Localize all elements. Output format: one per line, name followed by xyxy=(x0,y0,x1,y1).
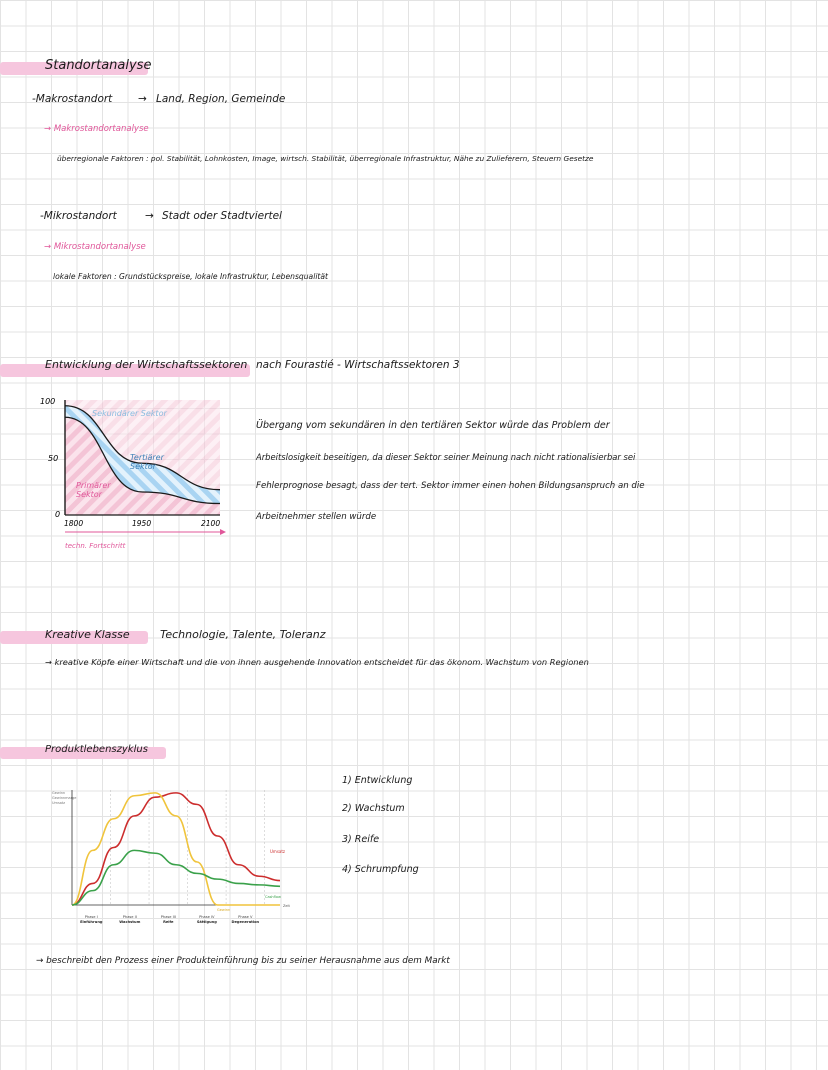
section-title-wirtschaftssektoren: Entwicklung der Wirtschaftssektoren xyxy=(45,358,248,371)
sektoren-text-line-2: Arbeitslosigkeit beseitigen, da dieser Sektor seiner Meinung nach nicht rationalisierbar sei xyxy=(256,452,636,462)
section-title-produktlebenszyklus: Produktlebenszyklus xyxy=(45,744,148,755)
sektoren-text-line-1: Übergang vom sekundären in den tertiären Sektor würde das Problem der xyxy=(256,420,610,431)
kreative-klasse-text: → kreative Köpfe einer Wirtschaft und die von ihnen ausgehende Innovation entscheidet für das ökonom. Wachstum von Regionen xyxy=(45,657,589,667)
plz-line-gewinn xyxy=(72,793,280,905)
sektoren-text-line-3: Fehlerprognose besagt, dass der tert. Sektor immer einen hohen Bildungsanspruch an die xyxy=(256,481,645,491)
plz-phase-name: Einführung xyxy=(80,920,103,924)
mikrostandortanalyse-label: → Mikrostandortanalyse xyxy=(44,242,146,252)
produktlebenszyklus-chart xyxy=(45,780,315,930)
kreative-klasse-tags: Technologie, Talente, Toleranz xyxy=(160,628,326,641)
plz-phase-num: Phase IV xyxy=(199,915,215,919)
sektoren-xlabel: techn. Fortschritt xyxy=(65,542,126,550)
plz-phase-num: Phase II xyxy=(122,915,137,919)
sektoren-text-line-4: Arbeitnehmer stellen würde xyxy=(256,512,377,522)
sektoren-ytick-50: 50 xyxy=(48,454,59,463)
plz-phase-num: Phase V xyxy=(238,915,253,919)
sektoren-ytick-0: 0 xyxy=(55,510,61,519)
makrostandort-arrow: → xyxy=(138,93,147,105)
mikrostandort-arrow: → xyxy=(145,210,154,222)
plz-ylabel-3: Umsatz xyxy=(52,801,66,805)
plz-x-axis-label: Zeit xyxy=(283,904,290,908)
sektoren-xtick-1800: 1800 xyxy=(64,519,84,528)
plz-ylabel-1: Gewinn xyxy=(52,791,66,795)
page-title-standortanalyse: Standortanalyse xyxy=(45,58,152,73)
plz-label-gewinn: Gewinn xyxy=(217,908,231,912)
plz-phase-name: Degeneration xyxy=(231,920,260,924)
sektoren-chart xyxy=(30,390,230,550)
section-title-suffix: nach Fourastié - Wirtschaftssektoren 3 xyxy=(256,359,460,371)
plz-label-cashflow: Cashflow xyxy=(265,895,281,899)
produktlebenszyklus-text: → beschreibt den Prozess einer Produkteinführung bis zu seiner Herausnahme aus dem Markt xyxy=(36,956,450,966)
plz-phase-name: Wachstum xyxy=(119,920,141,924)
plz-line-umsatz xyxy=(72,793,280,905)
phase-list-item-3: 3) Reife xyxy=(342,834,380,845)
plz-label-umsatz: Umsatz xyxy=(270,849,286,854)
plz-ylabel-2: Gewinnmarge xyxy=(52,796,77,800)
sektoren-x-arrowhead xyxy=(220,529,226,535)
sektoren-label-primaer: Primärer Sektor xyxy=(76,481,111,499)
phase-list-item-2: 2) Wachstum xyxy=(342,803,405,814)
sektoren-ytick-100: 100 xyxy=(40,397,56,406)
plz-phase-name: Reife xyxy=(163,920,174,924)
sektoren-label-sekundaer: Sekundärer Sektor xyxy=(92,409,167,418)
makrostandortanalyse-label: → Makrostandortanalyse xyxy=(44,124,149,134)
plz-phase-name: Sättigung xyxy=(196,920,217,924)
phase-list-item-4: 4) Schrumpfung xyxy=(342,864,419,875)
mikro-factors-text: lokale Faktoren : Grundstückspreise, lokale Infrastruktur, Lebensqualität xyxy=(53,272,329,281)
plz-phase-num: Phase III xyxy=(160,915,176,919)
sektoren-label-tertiaer: Tertiärer Sektor xyxy=(130,453,164,471)
makrostandort-desc: Land, Region, Gemeinde xyxy=(156,93,286,105)
makrostandort-label: -Makrostandort xyxy=(32,93,113,105)
plz-line-cashflow xyxy=(72,850,280,905)
mikrostandort-desc: Stadt oder Stadtviertel xyxy=(162,210,282,222)
phase-list-item-1: 1) Entwicklung xyxy=(342,775,413,786)
plz-phase-num: Phase I xyxy=(84,915,98,919)
mikrostandort-label: -Mikrostandort xyxy=(40,210,117,222)
section-title-kreative-klasse: Kreative Klasse xyxy=(45,628,130,641)
makro-factors-text: überregionale Faktoren : pol. Stabilität, Lohnkosten, Image, wirtsch. Stabilität, überregionale Infrastruktur, Nähe zu Zulieferern, Steuern Gesetze xyxy=(57,154,594,163)
sektoren-xtick-1950: 1950 xyxy=(132,519,152,528)
sektoren-xtick-2100: 2100 xyxy=(201,519,221,528)
